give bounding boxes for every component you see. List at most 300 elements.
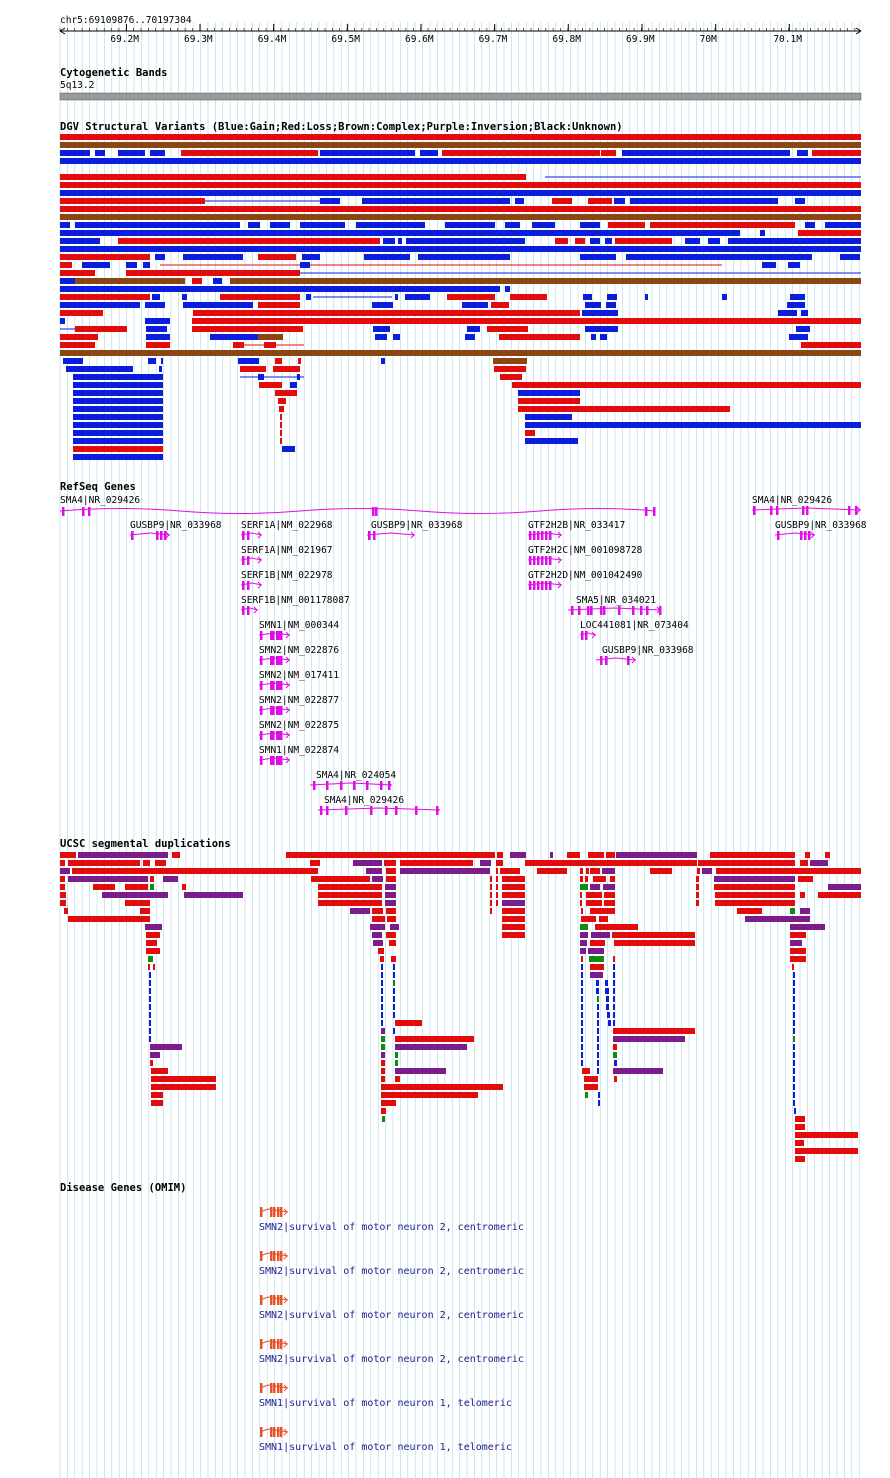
segdup-bar [810, 860, 828, 866]
segdup-bar [381, 1012, 383, 1018]
gene-model [318, 806, 440, 815]
dgv-variant-bar [614, 198, 625, 204]
segdup-bar [610, 876, 615, 882]
segdup-bar [395, 1020, 422, 1026]
segdup-bar [372, 932, 382, 938]
dgv-variant-bar [75, 278, 185, 284]
dgv-variant-bar [364, 254, 410, 260]
gene-model [241, 556, 262, 565]
segdup-bar [593, 876, 606, 882]
omim-exon [273, 1427, 276, 1437]
segdup-bar [150, 1052, 160, 1058]
gene-exon [272, 756, 275, 765]
dgv-variant-bar [238, 358, 259, 364]
segdup-bar [60, 884, 65, 890]
segdup-bar [795, 1140, 804, 1146]
segdup-bar [386, 868, 396, 874]
segdup-bar [151, 1100, 163, 1106]
segdup-bar [386, 876, 396, 882]
dgv-variant-bar [622, 150, 790, 156]
dgv-variant-bar [60, 310, 103, 316]
dgv-variant-bar [493, 358, 527, 364]
gene-exon [242, 531, 245, 540]
dgv-variant-bar [248, 222, 260, 228]
segdup-bar [614, 1076, 617, 1082]
dgv-variant-bar [552, 198, 572, 204]
dgv-variant-bar [66, 366, 133, 372]
segdup-bar [182, 884, 186, 890]
segdup-bar [606, 852, 615, 858]
dgv-variant-bar [787, 302, 805, 308]
gene-label[interactable]: LOC441081|NR_073404 [580, 620, 689, 631]
omim-exon [280, 1207, 283, 1217]
segdup-bar [502, 932, 525, 938]
dgv-variant-bar [796, 326, 810, 332]
segdup-bar [597, 1028, 599, 1034]
gene-label[interactable]: SMN1|NM_000344 [259, 620, 340, 631]
segdup-bar [149, 1036, 151, 1042]
dgv-variant-bar [487, 326, 528, 332]
segdup-bar [381, 996, 383, 1002]
segdup-bar [286, 852, 495, 858]
dgv-variant-bar [60, 254, 150, 260]
gene-model-sma4-right [752, 506, 861, 515]
dgv-variant-bar [60, 278, 75, 284]
segdup-bar [715, 892, 795, 898]
gene-model [259, 731, 290, 740]
segdup-bar [318, 884, 382, 890]
segdup-bar [580, 876, 583, 882]
gene-exon [537, 581, 540, 590]
gene-exon [533, 531, 536, 540]
segdup-bar [793, 1044, 795, 1050]
dgv-variant-bar [788, 262, 800, 268]
dgv-variant-bar [60, 318, 65, 324]
gene-exon [260, 631, 263, 640]
omim-label[interactable]: SMN2|survival of motor neuron 2, centromeric [259, 1266, 524, 1277]
segdup-bar [381, 1060, 385, 1066]
segdup-bar [790, 940, 802, 946]
segdup-bar [590, 964, 604, 970]
gene-exon [537, 531, 540, 540]
segdup-bar [370, 924, 385, 930]
ruler-tick-label: 69.7M [478, 34, 508, 45]
gene-label[interactable]: SERF1A|NM_021967 [241, 545, 333, 556]
segdup-bar [381, 980, 383, 986]
segdup-track-title[interactable]: UCSC segmental duplications [60, 838, 231, 850]
segdup-bar [580, 900, 582, 906]
dgv-variant-bar [270, 222, 290, 228]
gene-exon [62, 507, 65, 516]
gene-label[interactable]: SERF1B|NM_001178087 [241, 595, 350, 606]
dgv-variant-bar [146, 342, 170, 348]
segdup-bar [597, 1036, 599, 1042]
segdup-bar [790, 948, 806, 954]
segdup-bar [795, 1132, 858, 1138]
dgv-variant-bar [60, 222, 70, 228]
gene-exon [375, 507, 378, 516]
segdup-bar [790, 924, 825, 930]
dgv-variant-bar [580, 222, 600, 228]
gene-exon [627, 656, 630, 665]
segdup-bar [78, 852, 168, 858]
dgv-variant-bar [240, 366, 266, 372]
dgv-variant-bar [812, 150, 861, 156]
ruler-tick-label: 69.5M [331, 34, 360, 45]
gene-label[interactable]: GUSBP9|NR_033968 [371, 520, 463, 531]
segdup-bar [585, 1092, 588, 1098]
gene-exon [537, 556, 540, 565]
gene-exon [156, 531, 159, 540]
dgv-variant-bar [583, 294, 592, 300]
segdup-bar [385, 884, 396, 890]
segdup-bar [588, 852, 604, 858]
omim-exon [273, 1207, 276, 1217]
dgv-variant-bar [590, 238, 600, 244]
segdup-bar [580, 884, 588, 890]
gene-model [259, 756, 290, 765]
dgv-variant-bar [626, 254, 812, 260]
dgv-variant-bar [60, 174, 526, 180]
omim-exon [260, 1427, 263, 1437]
dgv-variant-bar [73, 406, 163, 412]
segdup-bar [502, 908, 525, 914]
gene-label[interactable]: SMN1|NM_022874 [259, 745, 340, 756]
segdup-bar [150, 876, 154, 882]
segdup-bar [800, 892, 805, 898]
dgv-variant-bar [297, 374, 300, 380]
segdup-bar [381, 964, 383, 970]
gene-label[interactable]: SMN2|NM_022876 [259, 645, 340, 656]
gene-exon [753, 506, 756, 515]
dgv-variant-bar [320, 198, 340, 204]
dgv-variant-bar [585, 326, 618, 332]
dgv-variant-bar [728, 238, 861, 244]
dgv-variant-bar [280, 430, 282, 436]
segdup-bar [597, 1020, 599, 1026]
segdup-bar [581, 996, 583, 1002]
omim-label[interactable]: SMN2|survival of motor neuron 2, centromeric [259, 1310, 524, 1321]
segdup-bar [581, 1060, 583, 1066]
segdup-bar [586, 868, 589, 874]
ruler-tick-label: 69.3M [184, 34, 213, 45]
dgv-variant-bar [398, 238, 402, 244]
gene-label[interactable]: GUSBP9|NR_033968 [775, 520, 867, 531]
segdup-bar [696, 884, 699, 890]
segdup-bar [581, 916, 596, 922]
dgv-variant-bar [275, 390, 297, 396]
segdup-bar [585, 876, 588, 882]
omim-exon [280, 1427, 283, 1437]
dgv-variant-bar [600, 334, 607, 340]
segdup-bar [586, 900, 602, 906]
segdup-bar [155, 860, 166, 866]
gene-label[interactable]: GTF2H2C|NM_001098728 [528, 545, 643, 556]
ruler-tick-label: 70M [699, 34, 717, 45]
segdup-bar [381, 1052, 385, 1058]
gene-exon [640, 606, 643, 615]
segdup-bar [581, 956, 583, 962]
omim-exon [280, 1339, 283, 1349]
dgv-variant-bar [607, 294, 617, 300]
dgv-variant-bar [525, 422, 861, 428]
segdup-bar [586, 892, 602, 898]
segdup-bar [605, 980, 608, 986]
dgv-variant-bar [60, 302, 140, 308]
gene-label[interactable]: SERF1B|NM_022978 [241, 570, 333, 581]
segdup-bar [794, 1108, 796, 1114]
segdup-bar [581, 988, 583, 994]
segdup-bar [381, 988, 383, 994]
gene-exon [368, 531, 371, 540]
segdup-bar [60, 876, 65, 882]
omim-exon [280, 1295, 283, 1305]
dgv-variant-bar [73, 454, 163, 460]
segdup-bar [60, 900, 66, 906]
segdup-bar [311, 876, 370, 882]
dgv-variant-bar [146, 326, 167, 332]
segdup-bar [696, 892, 699, 898]
segdup-bar [793, 1052, 795, 1058]
gene-label[interactable]: SMA4|NR_029426 [324, 795, 405, 806]
gene-label[interactable]: SMA4|NR_029426 [60, 495, 141, 506]
ruler-tick-label: 69.8M [552, 34, 581, 45]
gene-exon [585, 631, 588, 640]
segdup-bar [605, 988, 609, 994]
segdup-bar [385, 892, 396, 898]
segdup-bar [389, 940, 396, 946]
segdup-bar [597, 1044, 599, 1050]
gene-label[interactable]: SMN2|NM_022875 [259, 720, 340, 731]
gene-exon [260, 706, 263, 715]
dgv-variant-bar [95, 150, 105, 156]
dgv-variant-bar [518, 398, 580, 404]
dgv-variant-bar [801, 310, 808, 316]
segdup-bar [366, 868, 382, 874]
gene-exon [272, 631, 275, 640]
dgv-variant-bar [220, 294, 300, 300]
gene-exon [653, 507, 656, 516]
gene-label[interactable]: SMN2|NM_017411 [259, 670, 340, 681]
dgv-variant-bar [405, 294, 430, 300]
dgv-variant-bar [282, 446, 295, 452]
segdup-bar [581, 908, 583, 914]
dgv-variant-bar [406, 238, 525, 244]
dgv-variant-bar [183, 254, 243, 260]
segdup-bar [149, 980, 151, 986]
gene-exon [529, 581, 532, 590]
segdup-bar [68, 860, 140, 866]
gene-exon [326, 781, 329, 790]
gene-model [310, 781, 392, 790]
dgv-variant-bar [840, 254, 860, 260]
segdup-bar [714, 884, 795, 890]
gene-model [259, 681, 290, 690]
gene-label[interactable]: GTF2H2B|NR_033417 [528, 520, 626, 531]
segdup-bar [793, 1020, 795, 1026]
omim-label[interactable]: SMN2|survival of motor neuron 2, centromeric [259, 1222, 524, 1233]
segdup-bar [385, 900, 396, 906]
gene-exon [415, 806, 418, 815]
gene-exon [353, 781, 356, 790]
dgv-variant-bar [148, 358, 156, 364]
segdup-bar [502, 876, 525, 882]
segdup-bar [310, 860, 320, 866]
gene-exon [385, 806, 388, 815]
gene-label[interactable]: SMA4|NR_024054 [316, 770, 397, 781]
segdup-bar [590, 884, 600, 890]
gene-exon [549, 556, 552, 565]
dgv-variant-bar [192, 278, 202, 284]
cytoband-track-title[interactable]: Cytogenetic Bands [60, 67, 168, 79]
segdup-bar [580, 892, 582, 898]
gene-label[interactable]: SERF1A|NM_022968 [241, 520, 333, 531]
segdup-bar [581, 1044, 583, 1050]
dgv-variant-bar [518, 390, 580, 396]
segdup-bar [606, 996, 609, 1002]
dgv-variant-bar [192, 318, 861, 324]
segdup-bar [590, 972, 603, 978]
segdup-bar [790, 932, 806, 938]
segdup-bar [393, 996, 395, 1002]
omim-exon [273, 1251, 276, 1261]
dgv-variant-bar [73, 414, 163, 420]
gene-exon [260, 656, 263, 665]
segdup-bar [393, 988, 395, 994]
segdup-bar [613, 1036, 685, 1042]
dgv-variant-bar [60, 150, 90, 156]
gene-label[interactable]: SMA5|NR_034021 [576, 595, 657, 606]
segdup-bar [510, 852, 526, 858]
gene-model [367, 531, 415, 540]
segdup-bar [125, 884, 148, 890]
gene-model [568, 606, 662, 615]
segdup-bar [381, 1108, 386, 1114]
dgv-variant-bar [63, 358, 83, 364]
segdup-bar [613, 988, 615, 994]
gene-model [259, 656, 290, 665]
gene-exon [603, 606, 606, 615]
segdup-bar [793, 996, 795, 1002]
dgv-variant-bar [555, 238, 568, 244]
segdup-bar [612, 932, 695, 938]
dgv-variant-bar [420, 150, 438, 156]
gene-model [241, 581, 262, 590]
dgv-variant-bar [601, 150, 616, 156]
dgv-variant-bar [126, 262, 137, 268]
dgv-variant-bar [152, 294, 160, 300]
gene-model [259, 706, 290, 715]
segdup-bar [60, 860, 65, 866]
segdup-bar [550, 852, 553, 858]
gene-label[interactable]: SMA4|NR_029426 [752, 495, 833, 506]
gene-exon [545, 531, 548, 540]
segdup-bar [64, 908, 68, 914]
omim-track-title[interactable]: Disease Genes (OMIM) [60, 1182, 187, 1194]
segdup-bar [143, 860, 150, 866]
dgv-variant-bar [213, 278, 222, 284]
segdup-bar [602, 868, 615, 874]
segdup-bar [581, 972, 583, 978]
refseq-track-title[interactable]: RefSeq Genes [60, 481, 136, 493]
segdup-bar [172, 852, 180, 858]
gene-label[interactable]: GTF2H2D|NM_001042490 [528, 570, 643, 581]
segdup-bar [146, 948, 160, 954]
position-label: chr5:69109876..70197304 [60, 15, 192, 26]
dgv-variant-bar [300, 222, 345, 228]
gene-exon [770, 506, 773, 515]
gene-exon [632, 606, 635, 615]
segdup-bar [490, 908, 492, 914]
dgv-variant-bar [73, 390, 163, 396]
gene-exon [247, 581, 250, 590]
segdup-bar [582, 1068, 590, 1074]
dgv-variant-bar [73, 422, 163, 428]
segdup-bar [584, 1076, 598, 1082]
segdup-bar [102, 892, 168, 898]
dgv-track-title[interactable]: DGV Structural Variants (Blue:Gain;Red:Loss;Brown:Complex;Purple:Inversion;Black:Unknown) [60, 121, 623, 133]
segdup-bar [149, 988, 151, 994]
segdup-bar [603, 884, 615, 890]
segdup-bar [604, 900, 615, 906]
segdup-bar [798, 876, 813, 882]
dgv-variant-bar [258, 374, 264, 380]
gene-label[interactable]: SMN2|NM_022877 [259, 695, 340, 706]
dgv-variant-bar [393, 334, 400, 340]
omim-exon [280, 1383, 283, 1393]
gene-exon [533, 581, 536, 590]
gene-exon [372, 507, 375, 516]
dgv-variant-bar [233, 342, 244, 348]
gene-label[interactable]: GUSBP9|NR_033968 [602, 645, 694, 656]
gene-exon [160, 531, 163, 540]
gene-exon [802, 506, 805, 515]
dgv-variant-bar [373, 326, 390, 332]
segdup-bar [715, 900, 795, 906]
dgv-variant-bar [258, 334, 283, 340]
segdup-bar [793, 1028, 795, 1034]
segdup-bar [318, 900, 382, 906]
ruler-tick-label: 69.4M [257, 34, 287, 45]
segdup-bar [696, 900, 699, 906]
omim-label[interactable]: SMN1|survival of motor neuron 1, telomeric [259, 1398, 512, 1409]
gene-exon [373, 531, 376, 540]
dgv-variant-bar [462, 302, 488, 308]
gene-label[interactable]: GUSBP9|NR_033968 [130, 520, 222, 531]
segdup-bar [795, 1148, 858, 1154]
omim-label[interactable]: SMN2|survival of motor neuron 2, centromeric [259, 1354, 524, 1365]
dgv-variant-bar [591, 334, 596, 340]
segdup-bar [828, 884, 861, 890]
segdup-bar [608, 1020, 611, 1026]
gene-exon [247, 606, 250, 615]
dgv-variant-bar [465, 334, 475, 340]
segdup-bar [795, 1116, 805, 1122]
segdup-bar [381, 1100, 396, 1106]
omim-label[interactable]: SMN1|survival of motor neuron 1, telomeric [259, 1442, 512, 1453]
dgv-variant-bar [73, 446, 163, 452]
segdup-bar [599, 916, 608, 922]
gene-exon [529, 531, 532, 540]
segdup-bar [581, 980, 583, 986]
gene-exon [581, 631, 584, 640]
segdup-bar [380, 956, 384, 962]
dgv-variant-bar [760, 230, 765, 236]
dgv-variant-bar [372, 302, 393, 308]
segdup-bar [790, 908, 795, 914]
segdup-bar [795, 1124, 805, 1130]
segdup-bar [350, 908, 370, 914]
